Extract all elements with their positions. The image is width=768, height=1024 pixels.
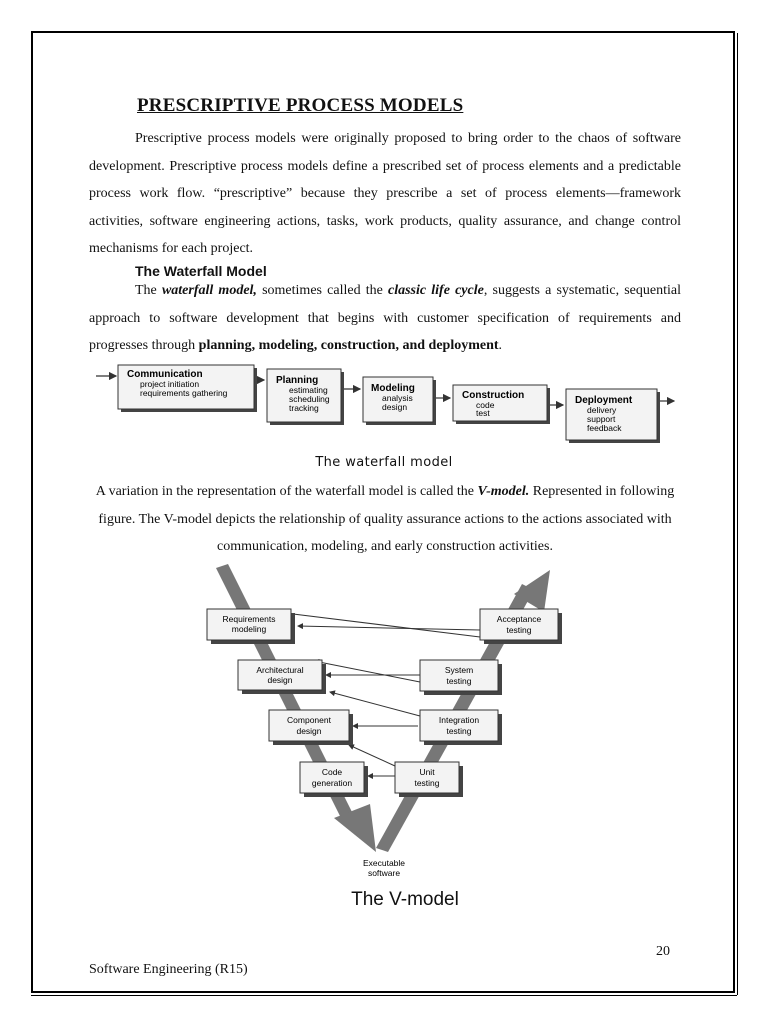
vm-label: modeling xyxy=(231,624,267,634)
intro-text: Prescriptive process models were originally proposed to bring order to the chaos of software development. Prescriptive process models define a prescribed set of process elements and a predictable process work flow. “prescriptive” because they prescribe a set of process elements—framework activities, software engineering actions, tasks, work products, quality assurance, and change control mechanisms for each project. xyxy=(89,131,681,256)
wf-term-waterfall: waterfall model, xyxy=(161,283,257,298)
wf-item: estimating xyxy=(289,385,328,395)
wf-title-communication: Communication xyxy=(127,369,203,380)
wf-title-deployment: Deployment xyxy=(575,395,633,406)
vm-label: generation xyxy=(311,778,353,788)
waterfall-heading: The Waterfall Model xyxy=(135,263,267,279)
vm-label: Acceptance xyxy=(496,614,542,624)
wf-item: support xyxy=(587,414,616,424)
vm-text-2: Represented in following figure. The V-model depicts the relationship of quality assurance actions to the actions associated with communication, modeling, and early construction activities. xyxy=(98,484,675,554)
wf-text-1: The xyxy=(135,283,162,298)
page-number: 20 xyxy=(656,944,670,959)
wf-item: code xyxy=(476,400,495,410)
wf-text-4: . xyxy=(498,338,503,353)
vm-bottom-label: software xyxy=(367,868,401,878)
waterfall-caption: The waterfall model xyxy=(315,455,453,470)
vm-label: testing xyxy=(446,676,472,686)
wf-item: analysis xyxy=(382,393,413,403)
wf-title-planning: Planning xyxy=(276,375,319,386)
vm-label: testing xyxy=(446,726,472,736)
wf-text-3: , suggests a systematic, sequential approach to software development that begins with customer specification of requirements and progresses through xyxy=(89,283,681,353)
vm-label: Requirements xyxy=(222,614,276,624)
wf-item: tracking xyxy=(289,403,319,413)
wf-term-phases: planning, modeling, construction, and deployment xyxy=(198,338,499,353)
wf-item: project initiation xyxy=(140,379,200,389)
wf-item: delivery xyxy=(587,405,617,415)
wf-term-classic: classic life cycle xyxy=(388,283,484,298)
vm-term: V-model. xyxy=(477,484,530,499)
wf-text-2: sometimes called the xyxy=(256,283,388,298)
vm-label: Code xyxy=(321,767,343,777)
vm-label: Unit xyxy=(419,767,435,777)
vm-label: testing xyxy=(506,625,532,635)
vmodel-caption: The V-model xyxy=(351,889,459,910)
wf-item: requirements gathering xyxy=(140,388,228,398)
wf-item: design xyxy=(382,402,408,412)
wf-title-modeling: Modeling xyxy=(371,383,415,394)
vm-label: design xyxy=(296,726,322,736)
vm-text-1: A variation in the representation of the waterfall model is called the xyxy=(95,484,478,499)
vm-label: testing xyxy=(414,778,440,788)
wf-item: test xyxy=(476,408,490,418)
vm-bottom-label: Executable xyxy=(362,858,406,868)
footer-text: Software Engineering (R15) xyxy=(89,962,248,977)
vm-label: Architectural xyxy=(256,665,304,675)
page-heading: PRESCRIPTIVE PROCESS MODELS xyxy=(137,95,464,116)
vm-label: design xyxy=(267,675,293,685)
vm-label: Component xyxy=(287,715,331,725)
wf-item: scheduling xyxy=(289,394,330,404)
wf-item: feedback xyxy=(587,423,622,433)
vm-label: Integration xyxy=(438,715,480,725)
wf-title-construction: Construction xyxy=(462,390,525,401)
vm-label: System xyxy=(444,665,474,675)
